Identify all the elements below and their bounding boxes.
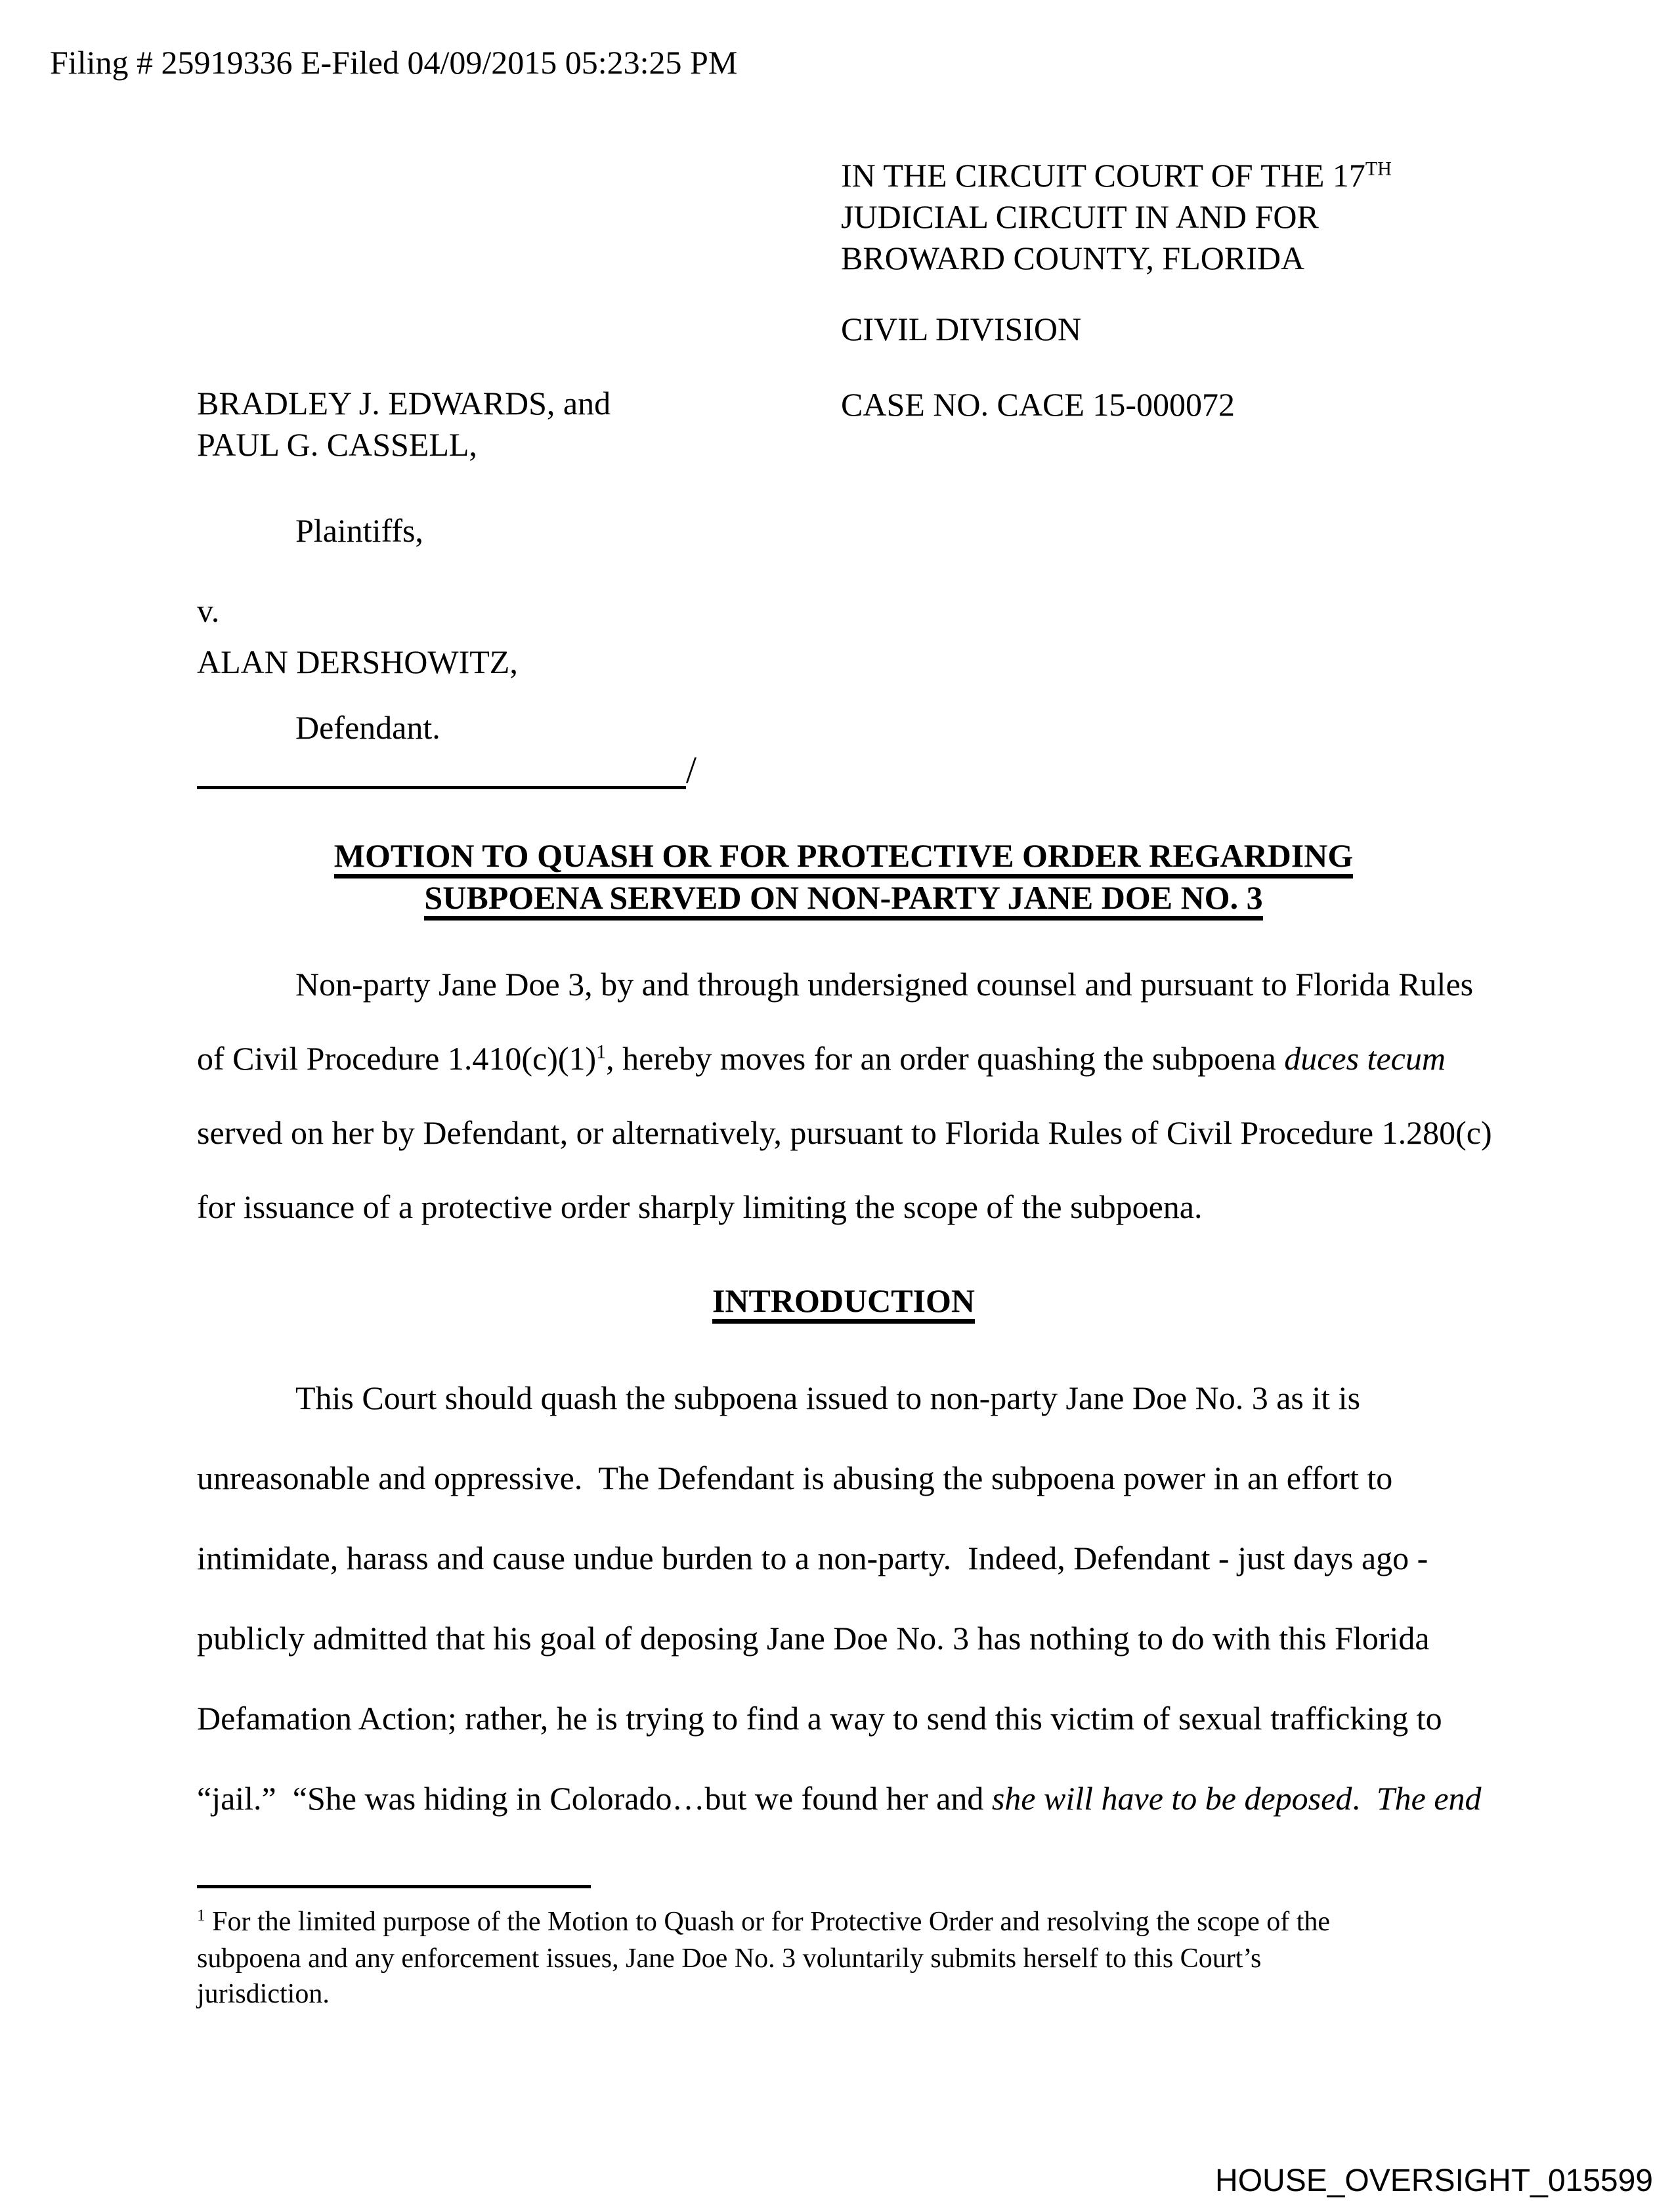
introduction-heading [197,1284,1490,1324]
opening-paragraph-line-2-cont: , hereby moves for an order quashing the subpoena [606,1040,1285,1077]
introduction-line-5: Defamation Action; rather, he is trying to find a way to send this victim of sexual trafficking to [197,1700,1442,1737]
efiling-stamp: Filing # 25919336 E-Filed 04/09/2015 05:23:25 PM [50,44,738,81]
introduction-line-4: publicly admitted that his goal of deposing Jane Doe No. 3 has nothing to do with this Florida [197,1620,1430,1657]
court-name-line-2: JUDICIAL CIRCUIT IN AND FOR [841,198,1319,235]
introduction-line-1: This Court should quash the subpoena issued to non-party Jane Doe No. 3 as it is [295,1379,1361,1416]
civil-division-label: CIVIL DIVISION [841,311,1082,347]
defendant-name: ALAN DERSHOWITZ, [197,643,518,680]
plaintiff-name-2: PAUL G. CASSELL, [197,426,477,463]
introduction-heading-text: INTRODUCTION [712,1284,975,1324]
introduction-line-6-text: “jail.” “She was hiding in Colorado…but we found her and [197,1780,992,1817]
footnote-reference-superscript: 1 [596,1041,607,1063]
caption-separator-slash: / [685,748,697,791]
introduction-line-6-mid: . [1352,1780,1377,1817]
introduction-line-3: intimidate, harass and cause undue burden to a non-party. Indeed, Defendant - just days ago - [197,1540,1428,1576]
footnote-line-1 [197,1908,1330,1936]
footnote-separator [197,1885,591,1888]
motion-title-line-1-text: MOTION TO QUASH OR FOR PROTECTIVE ORDER REGARDING [334,839,1354,878]
versus-label: v. [197,592,220,629]
opening-paragraph-line-2-text: of Civil Procedure 1.410(c)(1) [197,1040,597,1077]
ordinal-superscript: TH [1365,158,1392,180]
motion-title-line-1 [197,839,1490,878]
court-name-line-1 [841,159,1392,192]
opening-paragraph-line-3: served on her by Defendant, or alternatively, pursuant to Florida Rules of Civil Procedure 1.280(c) [197,1114,1492,1151]
opening-paragraph-line-4: for issuance of a protective order sharply limiting the scope of the subpoena. [197,1188,1203,1225]
opening-paragraph-line-2 [197,1042,1446,1075]
introduction-line-6 [197,1782,1482,1815]
court-name-line-3: BROWARD COUNTY, FLORIDA [841,240,1305,276]
case-number: CASE NO. CACE 15-000072 [841,386,1235,423]
caption-separator-line [197,748,697,791]
opening-paragraph-line-1: Non-party Jane Doe 3, by and through undersigned counsel and pursuant to Florida Rules [295,966,1474,1003]
footnote-line-3: jurisdiction. [197,1979,330,2009]
footnote-line-2: subpoena and any enforcement issues, Jane Doe No. 3 voluntarily submits herself to this Court’s [197,1943,1262,1974]
introduction-line-2: unreasonable and oppressive. The Defendant is abusing the subpoena power in an effort to [197,1460,1393,1496]
deposed-quote-italic: she will have to be deposed [991,1780,1352,1817]
court-name-line-1-text: IN THE CIRCUIT COURT OF THE 17 [841,157,1365,194]
motion-title-line-2 [197,881,1490,921]
the-end-italic: The end [1376,1780,1482,1817]
footnote-marker-superscript: 1 [197,1907,205,1924]
duces-tecum-italic: duces tecum [1284,1040,1446,1077]
plaintiff-name-1: BRADLEY J. EDWARDS, and [197,385,611,422]
plaintiffs-label: Plaintiffs, [295,512,423,549]
motion-title-line-2-text: SUBPOENA SERVED ON NON-PARTY JANE DOE NO. 3 [424,881,1262,921]
defendant-label: Defendant. [295,709,440,746]
footnote-line-1-text: For the limited purpose of the Motion to Quash or for Protective Order and resolving the scope of the [205,1907,1331,1937]
bates-stamp: HOUSE_OVERSIGHT_015599 [1215,2163,1653,2198]
